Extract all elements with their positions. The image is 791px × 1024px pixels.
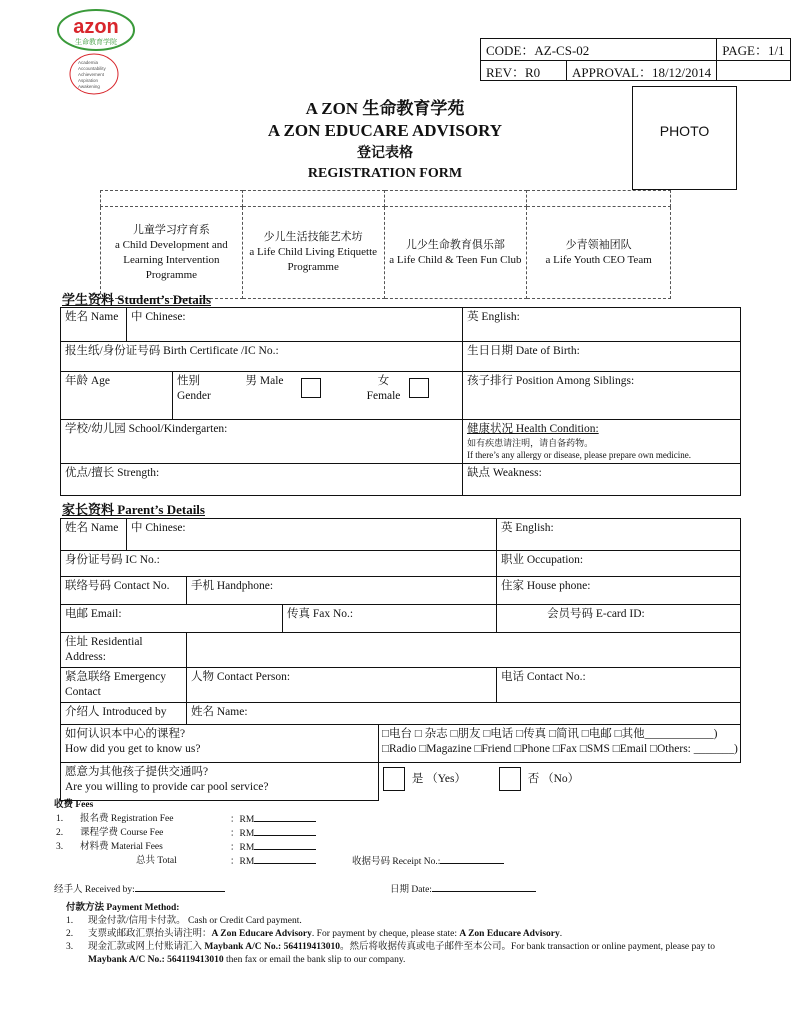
student-name-label: 姓名 Name [61,308,127,342]
student-dob-field[interactable]: 生日日期 Date of Birth: [463,342,741,372]
payment-item-3: 3. 现金汇款或网上付账请汇入 Maybank A/C No.: 564119413010。然后将收据传真或电子邮件至本公司。For bank transaction or online payment, please pay to Maybank A/C No.: 564119413010 then fax or email the bank slip to our company. [66,942,715,965]
parent-section-title: 家长资料 Parent’s Details [62,502,205,517]
student-strength-field[interactable]: 优点/擅长 Strength: [61,464,463,496]
form-title-en: REGISTRATION FORM [307,166,463,181]
student-details-table [60,307,741,496]
student-section-title: 学生资料 Student’s Details [62,292,212,307]
student-sibling-position-field[interactable]: 孩子排行 Position Among Siblings: [463,372,741,420]
emergency-phone-field[interactable]: 电话 Contact No.: [497,668,741,703]
introduced-by-label: 介绍人 Introduced by [61,703,187,725]
photo-box [632,86,737,190]
how-know-options[interactable] [379,725,741,763]
payment-item-2: 2. 支票或邮政汇票抬头请注明：A Zon Educare Advisory. For payment by cheque, please state: A Zon Educare Advisory. [66,929,563,939]
student-age-field[interactable]: 年龄 Age [61,372,173,420]
male-checkbox[interactable] [301,378,321,398]
page-label: PAGE：1/1 [717,39,790,61]
date-field[interactable]: 日期 Date: [390,882,536,897]
student-gender-label: 性别 Gender [173,372,233,420]
form-titles [160,98,610,184]
code-label: CODE：AZ-CS-02 [481,39,717,61]
receipt-no-field[interactable]: 收据号码 Receipt No.: [352,854,504,869]
carpool-no-checkbox[interactable] [499,767,521,791]
carpool-question [61,763,379,801]
registration-fee-field[interactable]: ：RM [230,812,316,827]
address-field[interactable] [187,633,741,668]
carpool-answer [379,763,741,801]
parent-email-field[interactable]: 电邮 Email: [61,605,283,633]
logo-acrostic-1: Academia [78,60,99,65]
parent-fax-field[interactable]: 传真 Fax No.: [283,605,497,633]
title-cn: A ZON 生命教育学苑 [305,99,465,118]
photo-label: PHOTO [659,123,710,139]
parent-ic-field[interactable]: 身份证号码 IC No.: [61,551,497,577]
parent-housephone-field[interactable]: 住家 House phone: [497,577,741,605]
health-note-en: If there’s any allergy or disease, please prepare own medicine. [467,450,692,460]
gender-female-label: 女 Female [363,372,405,420]
logo-sub: 生命教育学院 [75,38,117,46]
approval-label: APPROVAL：18/12/2014 [572,65,712,80]
material-fee-field[interactable]: ：RM [230,840,316,855]
carpool-cn: 愿意为其他孩子提供交通吗? [65,766,209,778]
logo-acrostic-5: Awakening [78,84,100,89]
introducer-name-field[interactable]: 姓名 Name: [187,703,741,725]
logo-acrostic-2: Accountability [78,66,106,71]
parent-contact-label: 联络号码 Contact No. [61,577,187,605]
student-school-field[interactable]: 学校/幼儿园 School/Kindergarten: [61,420,463,464]
programme-option[interactable]: 儿少生命教育俱乐部 a Life Child & Teen Fun Club [384,207,527,299]
material-fee-label: 材料费 Material Fees [80,842,163,852]
health-note-cn: 如有疾患请注明，请自备药物。 [467,438,594,448]
registration-fee-label: 报名费 Registration Fee [80,814,174,824]
emergency-contact-label: 紧急联络 Emergency Contact [61,668,187,703]
how-know-en: How did you get to know us? [65,743,201,755]
form-title-cn: 登记表格 [357,146,413,161]
title-en: A ZON EDUCARE ADVISORY [267,121,503,140]
parent-details-table [60,518,741,801]
document-code-table [480,38,791,81]
rev-label: REV：R0 [481,61,567,80]
programme-option[interactable]: 少儿生活技能艺术坊 a Life Child Living Etiquette Programme [242,207,384,299]
parent-chinese-name-field[interactable]: 中 Chinese: [127,519,497,551]
parent-handphone-field[interactable]: 手机 Handphone: [187,577,497,605]
parent-name-label: 姓名 Name [61,519,127,551]
student-english-name-field[interactable]: 英 English: [463,308,741,342]
course-fee-label: 课程学费 Course Fee [80,828,164,838]
fees-section: 收费 Fees 1. 报名费 Registration Fee ：RM 2. 课程学费 Course Fee ：RM 3. 材料费 Material Fees ：RM 总共 Total ：RM 收据号码 Receipt No.: 经手人 Received by: 日期 Date: [54,798,734,896]
carpool-no-label: 否 （No） [527,772,580,785]
gender-male-label: 男 Male [233,372,297,420]
programme-option[interactable]: 儿童学习疗育系 a Child Development and Learning Intervention Programme [101,207,243,299]
payment-method-section [66,902,726,967]
programmes-table [100,190,671,299]
programme-option[interactable]: 少青领袖团队 a Life Youth CEO Team [527,207,671,299]
emergency-person-field[interactable]: 人物 Contact Person: [187,668,497,703]
fees-title: 收费 Fees [54,800,94,810]
parent-english-name-field[interactable]: 英 English: [497,519,741,551]
course-fee-field[interactable]: ：RM [230,826,316,841]
female-checkbox[interactable] [409,378,429,398]
total-label: 总共 Total [136,856,177,866]
payment-item-1: 1. 现金付款/信用卡付款。 Cash or Credit Card payment. [66,916,302,926]
parent-occupation-field[interactable]: 职业 Occupation: [497,551,741,577]
how-know-options-en: □Radio □Magazine □Friend □Phone □Fax □SMS □Email □Others: _______) [382,743,738,755]
student-ic-field[interactable]: 报生纸/身份证号码 Birth Certificate /IC No.: [61,342,463,372]
student-chinese-name-field[interactable]: 中 Chinese: [127,308,463,342]
carpool-yes-label: 是 （Yes） [411,772,466,785]
student-weakness-field[interactable]: 缺点 Weakness: [463,464,741,496]
carpool-yes-checkbox[interactable] [383,767,405,791]
parent-ecard-field[interactable]: 会员号码 E-card ID: [497,605,741,633]
address-label: 住址 Residential Address: [61,633,187,668]
total-fee-field[interactable]: ：RM [230,854,316,869]
logo-acrostic-4: Aspiration [78,78,99,83]
how-know-us-question [61,725,379,763]
company-logo [50,6,142,98]
carpool-en: Are you willing to provide car pool service? [65,781,269,793]
student-health-field[interactable] [463,420,741,464]
how-know-options-cn: □电台 □ 杂志 □朋友 □电话 □传真 □简讯 □电邮 □其他____________) [382,728,718,740]
logo-acrostic-3: Achievement [78,72,105,77]
how-know-cn: 如何认识本中心的课程? [65,728,186,740]
payment-title: 付款方法 Payment Method: [66,903,180,913]
logo-brand: azon [73,16,119,38]
received-by-field[interactable]: 经手人 Received by: [54,882,225,897]
health-label: 健康状况 Health Condition: [467,423,599,435]
